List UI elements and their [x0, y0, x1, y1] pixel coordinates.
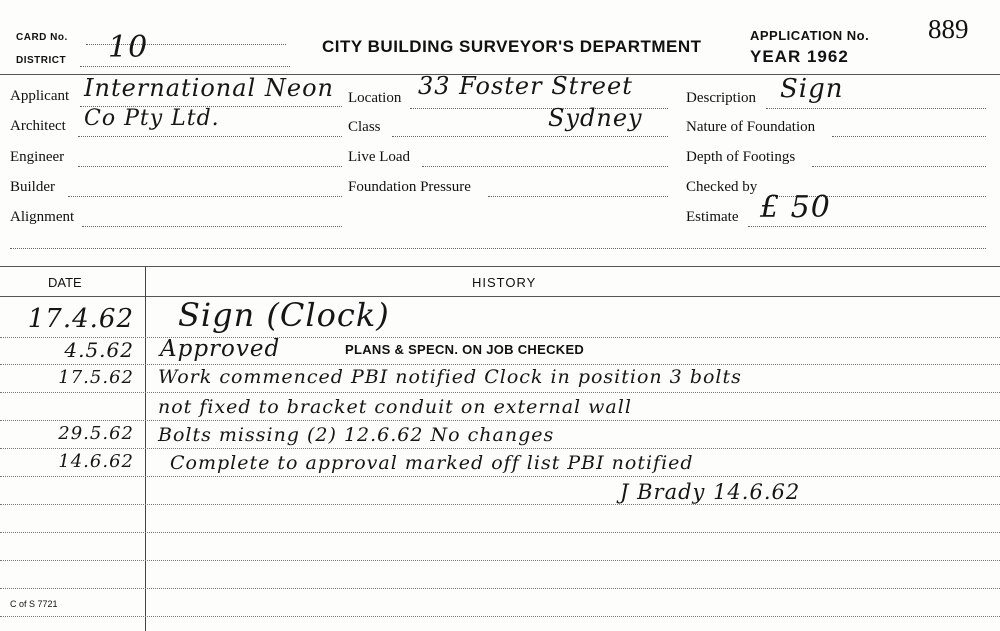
applicant-label: Applicant: [10, 88, 70, 104]
row-rule: [0, 532, 1000, 533]
class-label: Class: [348, 119, 381, 135]
row-date: 29.5.62: [58, 423, 134, 444]
card-no-label: CARD No.: [16, 32, 68, 43]
foundation-pressure-line: [488, 196, 668, 197]
row-rule: [0, 476, 1000, 477]
row-rule: [0, 588, 1000, 589]
district-label: DISTRICT: [16, 55, 67, 66]
location-value: 33 Foster Street: [418, 72, 633, 100]
description-line: [766, 108, 986, 109]
live-load-label: Live Load: [348, 149, 411, 165]
row-date: 4.5.62: [64, 338, 134, 362]
row-rule: [0, 337, 1000, 338]
row-stamp: PLANS & SPECN. ON JOB CHECKED: [345, 342, 585, 357]
row-history: not fixed to bracket conduit on external wall: [158, 396, 632, 418]
architect-label: Architect: [10, 118, 66, 134]
architect-line: [78, 136, 342, 137]
fields-bottom-line: [10, 248, 986, 249]
district-line: [80, 66, 290, 67]
date-header: DATE: [48, 275, 82, 290]
row-rule: [0, 560, 1000, 561]
checked-label: Checked by: [686, 179, 758, 195]
row-rule: [0, 364, 1000, 365]
signature: J Brady 14.6.62: [620, 480, 801, 504]
location-label: Location: [348, 90, 402, 106]
row-history: Sign (Clock): [178, 296, 390, 334]
application-label: APPLICATION No.: [750, 28, 870, 43]
nature-line: [832, 136, 986, 137]
application-number: 889: [928, 14, 969, 44]
form-number: C of S 7721: [10, 599, 58, 609]
row-rule: [0, 420, 1000, 421]
row-rule: [0, 392, 1000, 393]
row-date: 17.5.62: [58, 367, 134, 388]
row-date: 14.6.62: [58, 451, 134, 472]
location-value-2: Sydney: [548, 104, 643, 132]
alignment-line: [82, 226, 342, 227]
alignment-label: Alignment: [10, 209, 75, 225]
row-history: Approved: [160, 336, 281, 362]
estimate-line: [748, 226, 986, 227]
nature-label: Nature of Foundation: [686, 119, 816, 135]
builder-line: [68, 196, 342, 197]
estimate-label: Estimate: [686, 209, 739, 225]
year-label: YEAR 1962: [750, 47, 849, 66]
class-line: [392, 136, 668, 137]
depth-label: Depth of Footings: [686, 149, 796, 165]
engineer-label: Engineer: [10, 149, 65, 165]
builder-label: Builder: [10, 179, 55, 195]
foundation-pressure-label: Foundation Pressure: [348, 179, 471, 195]
row-rule: [0, 616, 1000, 617]
description-value: Sign: [780, 74, 844, 104]
district-value: 10: [108, 30, 149, 65]
row-rule: [0, 448, 1000, 449]
applicant-value: International Neon: [84, 74, 334, 102]
table-top-rule: [0, 266, 1000, 267]
estimate-value: £ 50: [760, 190, 831, 225]
live-load-line: [422, 166, 668, 167]
row-history: Bolts missing (2) 12.6.62 No changes: [158, 424, 555, 446]
architect-value: Co Pty Ltd.: [84, 106, 220, 131]
department-title: CITY BUILDING SURVEYOR'S DEPARTMENT: [322, 37, 702, 56]
row-history: Work commenced PBI notified Clock in position 3 bolts: [158, 366, 742, 388]
history-header: HISTORY: [472, 275, 537, 290]
row-history: Complete to approval marked off list PBI notified: [170, 452, 694, 474]
table-header-rule: [0, 296, 1000, 297]
depth-line: [812, 166, 986, 167]
description-label: Description: [686, 90, 756, 106]
row-rule: [0, 504, 1000, 505]
engineer-line: [78, 166, 342, 167]
row-date: 17.4.62: [27, 304, 134, 334]
